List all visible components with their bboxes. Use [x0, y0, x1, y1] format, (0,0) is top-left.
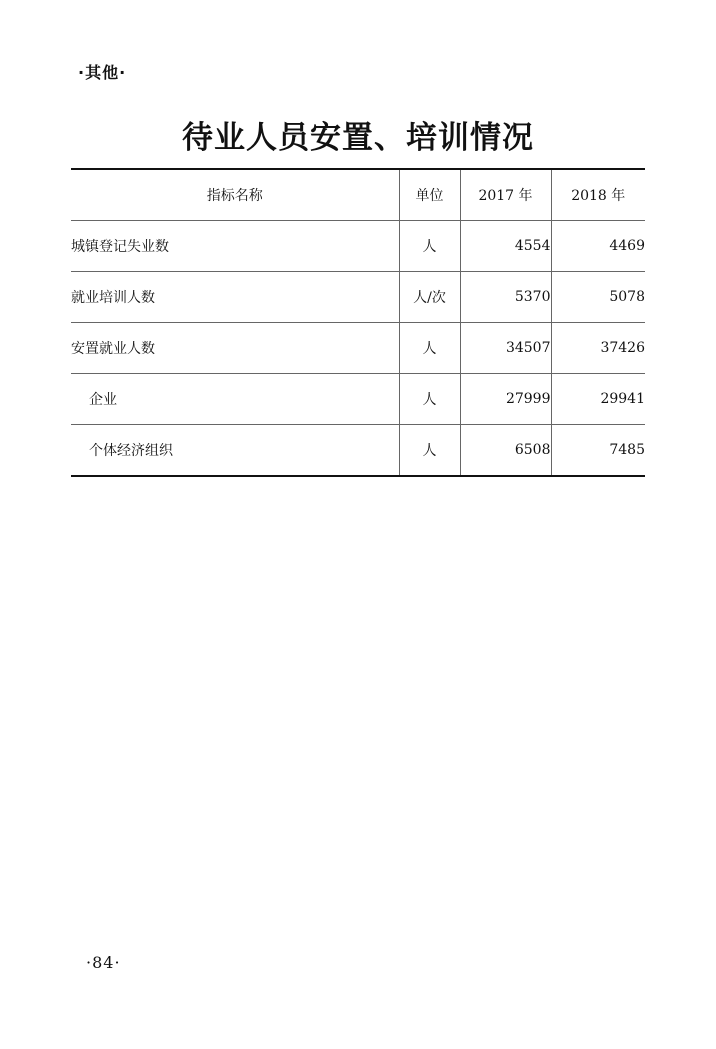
unit-cell: 人: [399, 221, 460, 272]
row-label: 安置就业人数: [71, 323, 399, 374]
unit-cell: 人/次: [399, 272, 460, 323]
value-2018: 5078: [551, 272, 645, 323]
row-label: 城镇登记失业数: [71, 221, 399, 272]
value-2017: 34507: [460, 323, 551, 374]
statistics-table: [71, 168, 645, 477]
table-row: [71, 323, 645, 374]
unit-cell: 人: [399, 425, 460, 477]
value-2018: 4469: [551, 221, 645, 272]
value-2018: 7485: [551, 425, 645, 477]
column-header-2018: 2018 年: [551, 169, 645, 221]
page-title: 待业人员安置、培训情况: [182, 120, 534, 156]
unit-cell: 人: [399, 374, 460, 425]
table-row: [71, 425, 645, 477]
unit-cell: 人: [399, 323, 460, 374]
value-2017: 5370: [460, 272, 551, 323]
row-label: 就业培训人数: [71, 272, 399, 323]
table-header-row: [71, 169, 645, 221]
table-row: [71, 221, 645, 272]
value-2017: 4554: [460, 221, 551, 272]
column-header-indicator: 指标名称: [71, 169, 399, 221]
section-header: ·其他·: [78, 63, 127, 82]
column-header-2017: 2017 年: [460, 169, 551, 221]
value-2017: 6508: [460, 425, 551, 477]
row-label: 个体经济组织: [71, 425, 399, 477]
row-label: 企业: [71, 374, 399, 425]
table-row: [71, 272, 645, 323]
value-2018: 29941: [551, 374, 645, 425]
value-2018: 37426: [551, 323, 645, 374]
table-row: [71, 374, 645, 425]
column-header-unit: 单位: [399, 169, 460, 221]
value-2017: 27999: [460, 374, 551, 425]
page-number: ·84·: [86, 953, 121, 972]
